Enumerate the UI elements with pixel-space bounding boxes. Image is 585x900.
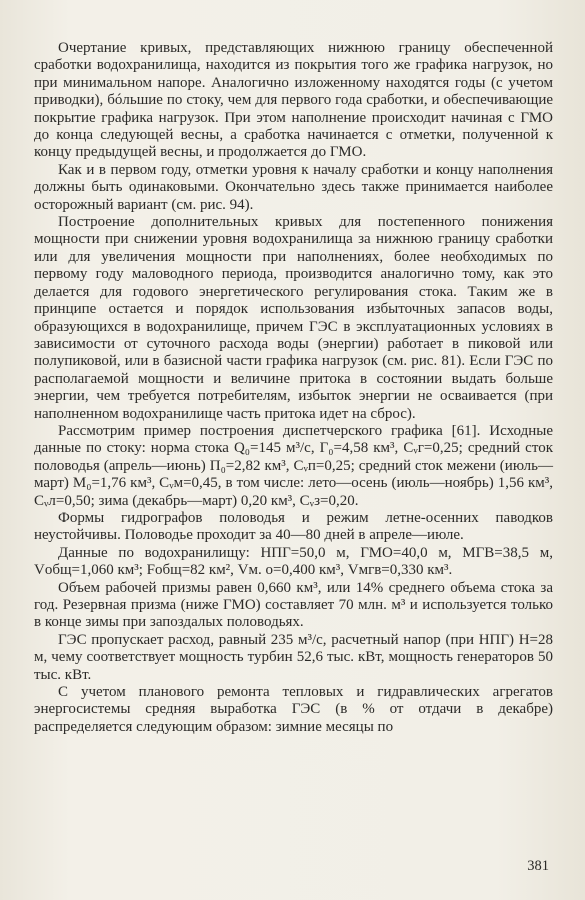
paragraph-4: Рассмотрим пример построения диспетчерского графика [61]. Исходные данные по стоку: норма стока Q₀=145 м³/с, Г₀=4,58 км³, Cᵥг=0,25; средний сток половодья (апрель—июнь) П₀=2,82 км³, Cᵥп=0,25; средний сток межени (июль—март) М₀=1,76 км³, Cᵥм=0,45, в том числе: лето—осень (июль—ноябрь) 1,56 км³, Cᵥл=0,50; зима (декабрь—март) 0,20 км³, Cᵥз=0,20. [34, 422, 553, 509]
paragraph-8: ГЭС пропускает расход, равный 235 м³/с, расчетный напор (при НПГ) H=28 м, чему соответствует мощность турбин 52,6 тыс. кВт, мощность генераторов 50 тыс. кВт. [34, 631, 553, 683]
paragraph-5: Формы гидрографов половодья и режим летне-осенних паводков неустойчивы. Половодье проходит за 40—80 дней в апреле—июле. [34, 509, 553, 544]
paragraph-3: Построение дополнительных кривых для постепенного понижения мощности при снижении уровня водохранилища за нижнюю границу сработки или для увеличения мощности при наполнениях, более необходимых по первому году маловодного периода, производится аналогично тому, как это делается для годового энергетического регулирования стока. Таким же в принципе остается и порядок использования избыточных запасов воды, образующихся в водохранилище, причем ГЭС в эксплуатационных условиях в зависимости от суточного расхода воды (энергии) работает в пиковой или полупиковой, или в базисной части графика нагрузок (см. рис. 81). Если ГЭС по располагаемой мощности и величине притока в состоянии выдать больше энергии, чем требуется потребителям, избыток энергии не осваивается (при наполненном водохранилище часть притока идет на сброс). [34, 214, 553, 422]
page-number: 381 [527, 858, 549, 874]
paragraph-6: Данные по водохранилищу: НПГ=50,0 м, ГМО=40,0 м, МГВ=38,5 м, Vобщ=1,060 км³; Fобщ=82 км², Vм. о=0,400 км³, Vмгв=0,330 км³. [34, 544, 553, 579]
paragraph-2: Как и в первом году, отметки уровня к началу сработки и концу наполнения должны быть одинаковыми. Окончательно здесь также принимается наиболее осторожный вариант (см. рис. 94). [34, 161, 553, 213]
paragraph-7: Объем рабочей призмы равен 0,660 км³, или 14% среднего объема стока за год. Резервная призма (ниже ГМО) составляет 70 млн. м³ и используется только в конце зимы при запоздалых половодьях. [34, 579, 553, 631]
paragraph-1: Очертание кривых, представляющих нижнюю границу обеспеченной сработки водохранилища, находится из покрытия того же графика нагрузок, но при минимальном напоре. Аналогично изложенному находятся годы (с учетом приводки), бóльшие по стоку, чем для первого года сработки, и обеспечивающие покрытие графика нагрузок. При этом наполнение происходит начиная с ГМО до конца следующей весны, а сработка начинается с отметки, полученной к концу предыдущей весны, и продолжается до ГМО. [34, 40, 553, 161]
paragraph-9: С учетом планового ремонта тепловых и гидравлических агрегатов энергосистемы средняя выработка ГЭС (в % от отдачи в декабре) распределяется следующим образом: зимние месяцы по [34, 684, 553, 735]
body-text [34, 40, 553, 736]
